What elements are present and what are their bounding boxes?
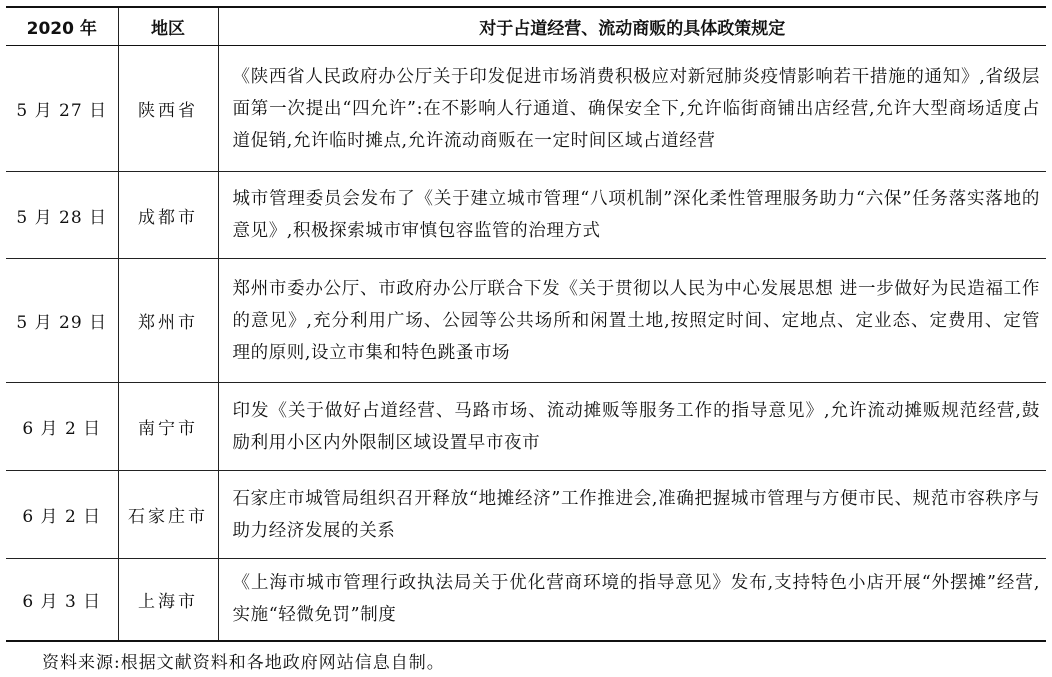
region-cell: 郑州市	[118, 259, 218, 383]
date-cell: 6 月 2 日	[6, 471, 118, 559]
region-cell: 上海市	[118, 559, 218, 641]
source-note: 资料来源:根据文献资料和各地政府网站信息自制。	[42, 653, 445, 673]
table-row	[6, 259, 1046, 383]
policy-cell: 《上海市城市管理行政执法局关于优化营商环境的指导意见》发布,支持特色小店开展“外摆摊”经营,实施“轻微免罚”制度	[218, 559, 1046, 641]
region-cell: 石家庄市	[118, 471, 218, 559]
date-cell: 6 月 3 日	[6, 559, 118, 641]
date-cell: 5 月 29 日	[6, 259, 118, 383]
policy-table	[6, 6, 1046, 642]
region-cell: 南宁市	[118, 383, 218, 471]
policy-cell: 印发《关于做好占道经营、马路市场、流动摊贩等服务工作的指导意见》,允许流动摊贩规范经营,鼓励利用小区内外限制区域设置早市夜市	[218, 383, 1046, 471]
header-policy: 对于占道经营、流动商贩的具体政策规定	[218, 7, 1046, 46]
date-cell: 5 月 27 日	[6, 46, 118, 172]
policy-cell: 《陕西省人民政府办公厅关于印发促进市场消费积极应对新冠肺炎疫情影响若干措施的通知》,省级层面第一次提出“四允许”:在不影响人行通道、确保安全下,允许临街商铺出店经营,允许大型商场适度占道促销,允许临时摊点,允许流动商贩在一定时间区域占道经营	[218, 46, 1046, 172]
table-row	[6, 172, 1046, 259]
table-row	[6, 471, 1046, 559]
policy-cell: 石家庄市城管局组织召开释放“地摊经济”工作推进会,准确把握城市管理与方便市民、规范市容秩序与助力经济发展的关系	[218, 471, 1046, 559]
region-cell: 陕西省	[118, 46, 218, 172]
date-cell: 5 月 28 日	[6, 172, 118, 259]
date-cell: 6 月 2 日	[6, 383, 118, 471]
table-row	[6, 46, 1046, 172]
table-header-row	[6, 7, 1046, 46]
policy-cell: 郑州市委办公厅、市政府办公厅联合下发《关于贯彻以人民为中心发展思想 进一步做好为民造福工作的意见》,充分利用广场、公园等公共场所和闲置土地,按照定时间、定地点、定业态、定费用、定管理的原则,设立市集和特色跳蚤市场	[218, 259, 1046, 383]
header-region: 地区	[118, 7, 218, 46]
table-row	[6, 559, 1046, 641]
table-row	[6, 383, 1046, 471]
header-year: 2020 年	[6, 7, 118, 46]
region-cell: 成都市	[118, 172, 218, 259]
policy-cell: 城市管理委员会发布了《关于建立城市管理“八项机制”深化柔性管理服务助力“六保”任务落实落地的意见》,积极探索城市审慎包容监管的治理方式	[218, 172, 1046, 259]
